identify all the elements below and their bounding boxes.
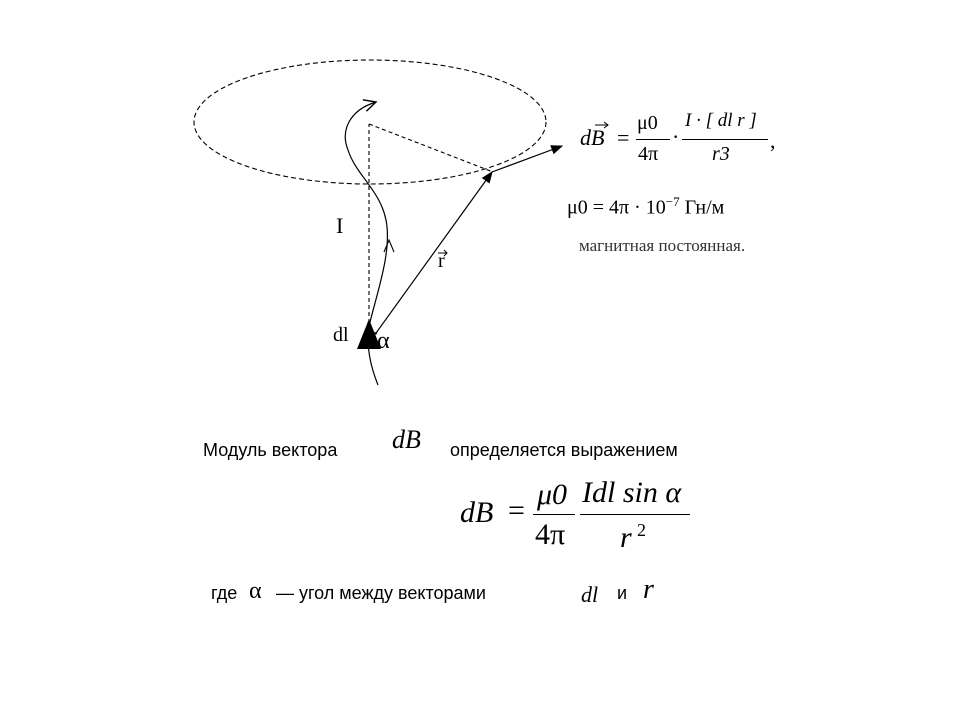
angle-text-vec-dl: dl [581, 582, 599, 607]
formula2-equals: = [508, 494, 525, 527]
formula1-num1: μ0 [637, 112, 658, 134]
angle-text-alpha: α [249, 578, 262, 604]
formula1-equals: = [617, 125, 630, 150]
angle-text-before: где [211, 583, 238, 603]
formula2-num1: μ0 [537, 478, 568, 511]
radius-dashed-line [369, 124, 493, 172]
mu0-value-line [567, 194, 724, 220]
mu0-expression: μ0 = 4π · 10 [567, 196, 666, 219]
formula1-num2: I · [ dl r ] [685, 110, 757, 131]
dl-vector-label: dl [333, 324, 349, 346]
formula1-comma: , [770, 128, 776, 153]
formula2-den2-base: r [620, 521, 632, 554]
angle-text-and: и [617, 583, 628, 603]
mu0-exponent: −7 [665, 194, 680, 209]
formula2-den2-exponent: 2 [637, 520, 646, 540]
formula1-den2: r3 [712, 143, 730, 165]
current-label: I [336, 213, 344, 238]
formula1-den1: 4π [638, 143, 659, 165]
current-direction-arrow-icon [384, 240, 394, 252]
modulus-text-before: Модуль вектора [203, 440, 338, 460]
angle-text-middle: — угол между векторами [276, 583, 486, 603]
modulus-text-after: определяется выражением [450, 440, 678, 460]
modulus-symbol-dB: dB [392, 425, 421, 454]
formula1-dot: · [672, 124, 680, 149]
formula2-fraction-bar-2 [580, 514, 690, 515]
field-line-circle [194, 60, 546, 184]
r-vector-label: r [438, 250, 445, 272]
angle-text-vec-r: r [643, 574, 654, 605]
formula2-num2: Idl sin α [582, 476, 682, 509]
formula2-den1: 4π [535, 518, 566, 551]
formula2-fraction-bar-1 [533, 514, 575, 515]
r-vector-arrow [371, 172, 492, 340]
formula1-fraction-bar-2 [682, 139, 768, 140]
formula1-fraction-bar-1 [636, 139, 670, 140]
alpha-angle-label: α [377, 328, 390, 354]
mu0-caption: магнитная постоянная. [579, 236, 746, 255]
dB-vector-arrow-icon [594, 121, 610, 129]
mu0-unit: Гн/м [684, 196, 725, 219]
formula1-lhs: dB [580, 125, 605, 150]
formula2-lhs: dB [460, 496, 494, 529]
